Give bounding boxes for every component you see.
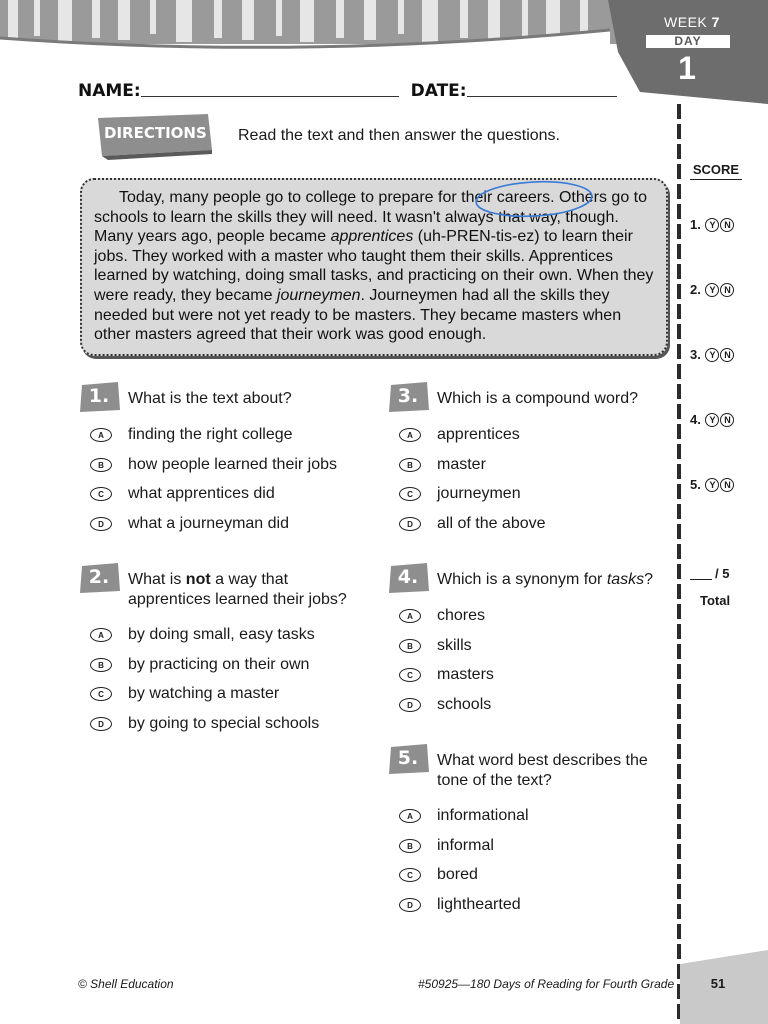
name-date-row (78, 80, 617, 104)
term-journeymen: journeymen (276, 286, 361, 304)
answer-bubble[interactable]: A (399, 609, 421, 623)
answer-bubble[interactable]: C (90, 487, 112, 501)
day-label: DAY (646, 35, 730, 48)
question-3: 3. Which is a compound word? A apprentices B master C journeymen D all of the above (389, 382, 669, 542)
directions-badge-label: DIRECTIONS (104, 124, 207, 142)
score-row-5: 5. Y N (690, 477, 734, 492)
name-field[interactable] (141, 80, 399, 97)
no-bubble[interactable]: N (720, 218, 734, 232)
score-row-1: 1. Y N (690, 217, 734, 232)
yes-bubble[interactable]: Y (705, 283, 719, 297)
directions-text: Read the text and then answer the questions. (238, 127, 560, 144)
answer-bubble[interactable]: B (399, 839, 421, 853)
answer-bubble[interactable]: C (399, 668, 421, 682)
score-row-2: 2. Y N (690, 282, 734, 297)
question-text: Which is a compound word? (437, 390, 638, 407)
question-number: 3. (397, 385, 419, 407)
answer-bubble[interactable]: A (90, 428, 112, 442)
answer-bubble[interactable]: C (399, 868, 421, 882)
yes-bubble[interactable]: Y (705, 218, 719, 232)
total-score: / 5 (690, 566, 729, 581)
question-2: 2. What is not a way that apprentices learned their jobs? A by doing small, easy tasks B by practicing on their own C by watching a master D by going to special schools (80, 563, 370, 743)
date-field[interactable] (467, 80, 617, 97)
score-column-divider (677, 104, 681, 1024)
question-number: 5. (397, 747, 419, 769)
day-number: 1 (678, 50, 696, 86)
question-text: What is not a way that apprentices learned their jobs? (128, 571, 347, 608)
score-title: SCORE (690, 162, 742, 180)
no-bubble[interactable]: N (720, 413, 734, 427)
footer-copyright: © Shell Education (78, 977, 174, 991)
week-label: WEEK 7 (664, 14, 720, 30)
name-label: NAME: (78, 81, 141, 101)
term-apprentices: apprentices (330, 228, 414, 246)
passage-text: Today, many people go to college to prepare for their careers. Others go to schools to learn the skills they will need. It wasn't always that way, though. Many years ago, people became apprentices (uh-PREN-tis-ez) to learn their jobs. They worked with a master who taught them their skills. Apprentices learned by watching, doing small tasks, and practicing on their own. When they were ready, they became journeymen. Journeymen had all the skills they needed but were not yet ready to be masters. They became masters when other masters agreed that their work was good enough. (94, 189, 654, 344)
yes-bubble[interactable]: Y (705, 478, 719, 492)
question-text: Which is a synonym for tasks? (437, 571, 654, 588)
total-blank[interactable] (690, 579, 712, 580)
question-1: 1. What is the text about? A finding the right college B how people learned their jobs C what apprentices did D what a journeyman did (80, 382, 370, 542)
answer-bubble[interactable]: A (399, 809, 421, 823)
answer-bubble[interactable]: D (399, 698, 421, 712)
date-label: DATE: (410, 81, 467, 101)
question-text: What word best describes the tone of the text? (437, 752, 648, 789)
answer-bubble[interactable]: D (399, 898, 421, 912)
answer-bubble[interactable]: B (90, 458, 112, 472)
no-bubble[interactable]: N (720, 283, 734, 297)
score-row-3: 3. Y N (690, 347, 734, 362)
answer-bubble[interactable]: B (90, 658, 112, 672)
week-number: 7 (711, 14, 720, 30)
answer-bubble[interactable]: C (399, 487, 421, 501)
answer-bubble[interactable]: C (90, 687, 112, 701)
question-number: 2. (88, 566, 110, 588)
yes-bubble[interactable]: Y (705, 413, 719, 427)
reading-passage (80, 178, 668, 356)
yes-bubble[interactable]: Y (705, 348, 719, 362)
answer-bubble[interactable]: B (399, 639, 421, 653)
answer-bubble[interactable]: D (90, 517, 112, 531)
score-row-4: 4. Y N (690, 412, 734, 427)
question-4: 4. Which is a synonym for tasks? A chores B skills C masters D schools (389, 563, 669, 723)
footer-book-title: #50925—180 Days of Reading for Fourth Grade (418, 977, 675, 991)
page-number: 51 (710, 976, 726, 991)
answer-bubble[interactable]: D (399, 517, 421, 531)
answer-bubble[interactable]: A (399, 428, 421, 442)
answer-bubble[interactable]: B (399, 458, 421, 472)
question-text: What is the text about? (128, 390, 292, 407)
question-5: 5. What word best describes the tone of the text? A informational B informal C bored D lighthearted (389, 744, 669, 924)
answer-bubble[interactable]: D (90, 717, 112, 731)
question-number: 1. (88, 385, 110, 407)
no-bubble[interactable]: N (720, 478, 734, 492)
no-bubble[interactable]: N (720, 348, 734, 362)
answer-bubble[interactable]: A (90, 628, 112, 642)
question-number: 4. (397, 566, 419, 588)
total-label: Total (700, 593, 731, 608)
